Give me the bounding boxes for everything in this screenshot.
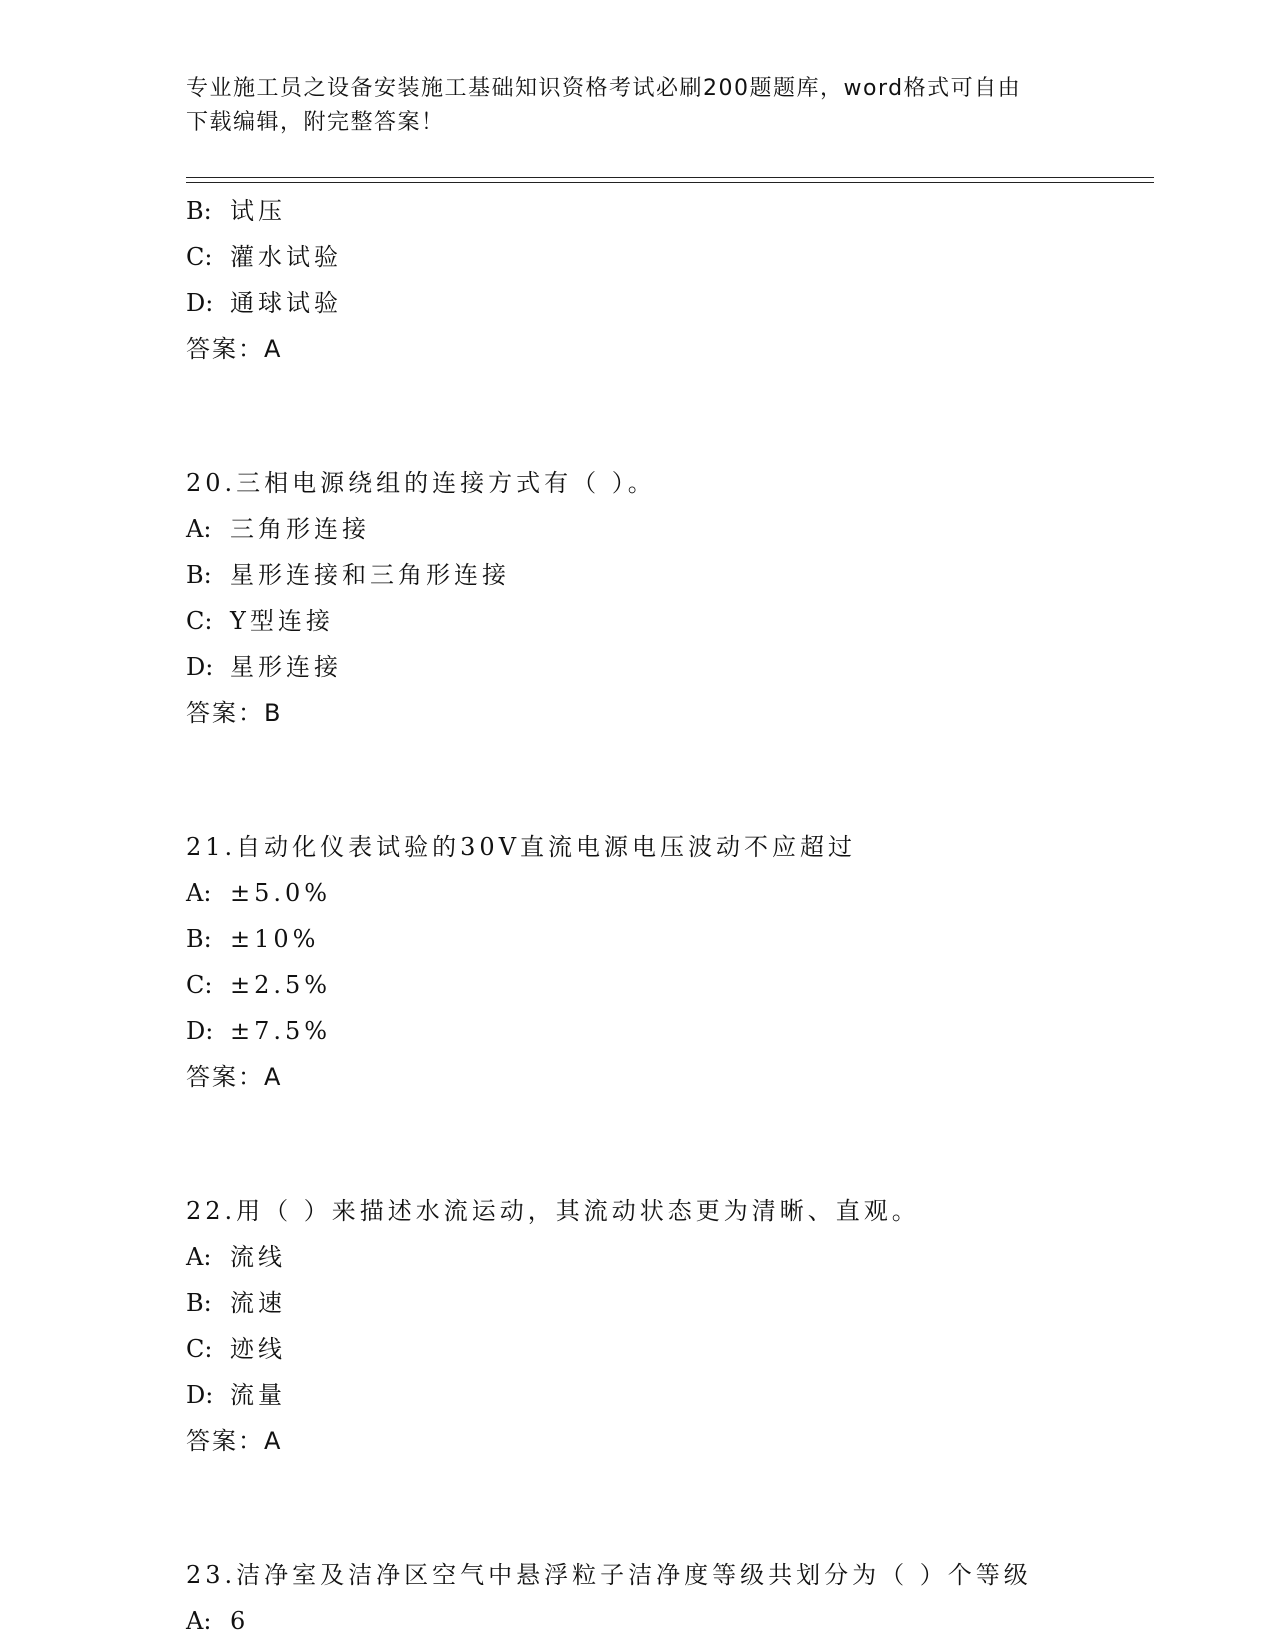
option-label: D:	[186, 1381, 214, 1409]
option-a	[186, 870, 1146, 916]
option-label: C:	[186, 1335, 213, 1363]
answer-text: 答案：B	[186, 699, 283, 727]
option-text: ±2.5%	[230, 971, 332, 999]
option-c	[186, 234, 1146, 280]
spacer	[186, 1100, 1146, 1188]
option-text: ±10%	[230, 925, 320, 953]
option-text: ±5.0%	[230, 879, 332, 907]
option-d	[186, 1008, 1146, 1054]
option-label: B:	[186, 925, 212, 953]
option-text: 三角形连接	[230, 515, 370, 543]
option-c	[186, 962, 1146, 1008]
document-header	[186, 72, 1066, 140]
option-b	[186, 188, 1146, 234]
option-a	[186, 1234, 1146, 1280]
answer-text: 答案：A	[186, 1427, 283, 1455]
option-c	[186, 598, 1146, 644]
option-text: 流量	[230, 1381, 286, 1409]
option-text: ±7.5%	[230, 1017, 332, 1045]
header-divider-top	[186, 177, 1154, 178]
option-text: 流线	[230, 1243, 286, 1271]
option-c	[186, 1326, 1146, 1372]
option-label: C:	[186, 607, 213, 635]
question-20	[186, 460, 1146, 736]
option-d	[186, 1372, 1146, 1418]
header-divider-bottom	[186, 182, 1154, 183]
question-text: 22.用（ ）来描述水流运动，其流动状态更为清晰、直观。	[186, 1197, 920, 1225]
spacer	[186, 1464, 1146, 1552]
header-line-2: 下载编辑，附完整答案！	[186, 110, 445, 135]
header-line-1: 专业施工员之设备安装施工基础知识资格考试必刷200题题库，word格式可自由	[186, 76, 1022, 101]
question-list	[186, 188, 1146, 1644]
option-label: D:	[186, 653, 214, 681]
option-b	[186, 1280, 1146, 1326]
option-d	[186, 280, 1146, 326]
option-text: 迹线	[230, 1335, 286, 1363]
option-label: B:	[186, 1289, 212, 1317]
option-label: A:	[186, 515, 212, 543]
option-label: A:	[186, 1243, 212, 1271]
option-b	[186, 916, 1146, 962]
option-label: A:	[186, 879, 212, 907]
question-22	[186, 1188, 1146, 1464]
spacer	[186, 736, 1146, 824]
option-a	[186, 1598, 1146, 1644]
answer-text: 答案：A	[186, 335, 283, 363]
option-label: B:	[186, 197, 212, 225]
option-a	[186, 506, 1146, 552]
option-text: 试压	[230, 197, 286, 225]
option-label: C:	[186, 243, 213, 271]
option-text: 灌水试验	[230, 243, 342, 271]
question-text: 21.自动化仪表试验的30V直流电源电压波动不应超过	[186, 833, 857, 861]
option-text: 通球试验	[230, 289, 342, 317]
answer-text: 答案：A	[186, 1063, 283, 1091]
question-19	[186, 188, 1146, 372]
option-label: D:	[186, 289, 214, 317]
option-label: B:	[186, 561, 212, 589]
option-d	[186, 644, 1146, 690]
option-text: Y型连接	[230, 607, 334, 635]
option-text: 流速	[230, 1289, 286, 1317]
option-text: 星形连接和三角形连接	[230, 561, 510, 589]
question-23	[186, 1552, 1146, 1644]
option-text: 6	[230, 1607, 250, 1635]
option-label: D:	[186, 1017, 214, 1045]
question-text: 20.三相电源绕组的连接方式有（ ）。	[186, 469, 656, 497]
option-label: C:	[186, 971, 213, 999]
option-b	[186, 552, 1146, 598]
question-text: 23.洁净室及洁净区空气中悬浮粒子洁净度等级共划分为（ ）个等级	[186, 1561, 1032, 1589]
question-21	[186, 824, 1146, 1100]
option-text: 星形连接	[230, 653, 342, 681]
spacer	[186, 372, 1146, 460]
option-label: A:	[186, 1607, 212, 1635]
